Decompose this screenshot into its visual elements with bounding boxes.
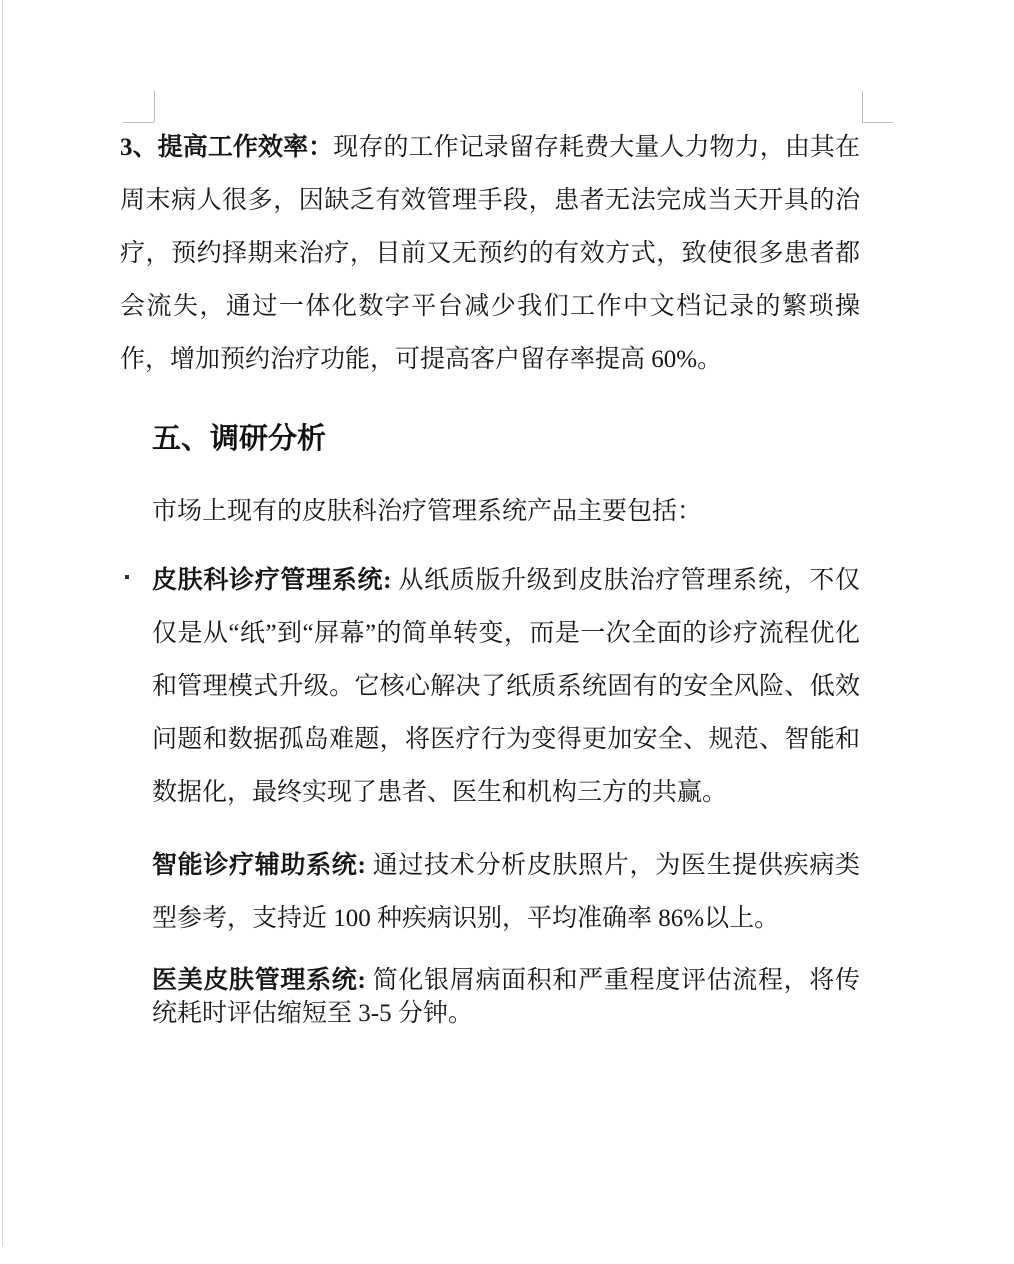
page-edge-line	[2, 0, 3, 1246]
list-item-medical-beauty-system-text: 简化银屑病面积和严重程度评估流程，将传统耗时评估缩短至 3-5 分钟。	[152, 967, 860, 1027]
document-body	[120, 121, 860, 1030]
list-item-medical-beauty-system	[152, 964, 860, 1030]
list-item-smart-assist-system-label: 智能诊疗辅助系统:	[152, 852, 366, 879]
paragraph-work-efficiency-label: 3、提高工作效率：	[120, 134, 334, 161]
paragraph-work-efficiency-text: 现存的工作记录留存耗费大量人力物力，由其在周末病人很多，因缺乏有效管理手段，患者无法完成当天开具的治疗，预约择期来治疗，目前又无预约的有效方式，致使很多患者都会流失，通过一体化数字平台减少我们工作中文档记录的繁琐操作，增加预约治疗功能，可提高客户留存率提高 60%。	[120, 134, 860, 373]
margin-crop-mark-right-vertical	[862, 91, 863, 122]
list-item-derma-clinic-system-text: 从纸质版升级到皮肤治疗管理系统，不仅仅是从“纸”到“屏幕”的简单转变，而是一次全面的诊疗流程优化和管理模式升级。它核心解决了纸质系统固有的安全风险、低效问题和数据孤岛难题，将医疗行为变得更加安全、规范、智能和数据化，最终实现了患者、医生和机构三方的共赢。	[152, 567, 860, 806]
paragraph-market-intro: 市场上现有的皮肤科治疗管理系统产品主要包括：	[152, 498, 703, 525]
list-item-derma-clinic-system	[152, 554, 860, 819]
paragraph-work-efficiency	[120, 121, 860, 386]
list-item-derma-clinic-system-label: 皮肤科诊疗管理系统:	[152, 567, 392, 594]
section-heading-research-analysis: 五、调研分析	[152, 423, 327, 455]
margin-crop-mark-left-vertical	[154, 91, 155, 122]
list-item-smart-assist-system	[152, 839, 860, 945]
list-bullet-icon	[125, 575, 129, 579]
list-item-smart-assist-system-text: 通过技术分析皮肤照片，为医生提供疾病类型参考，支持近 100 种疾病识别，平均准确率 86%以上。	[152, 852, 860, 932]
margin-crop-mark-right-horizontal	[862, 122, 893, 123]
list-item-medical-beauty-system-label: 医美皮肤管理系统:	[152, 967, 366, 994]
